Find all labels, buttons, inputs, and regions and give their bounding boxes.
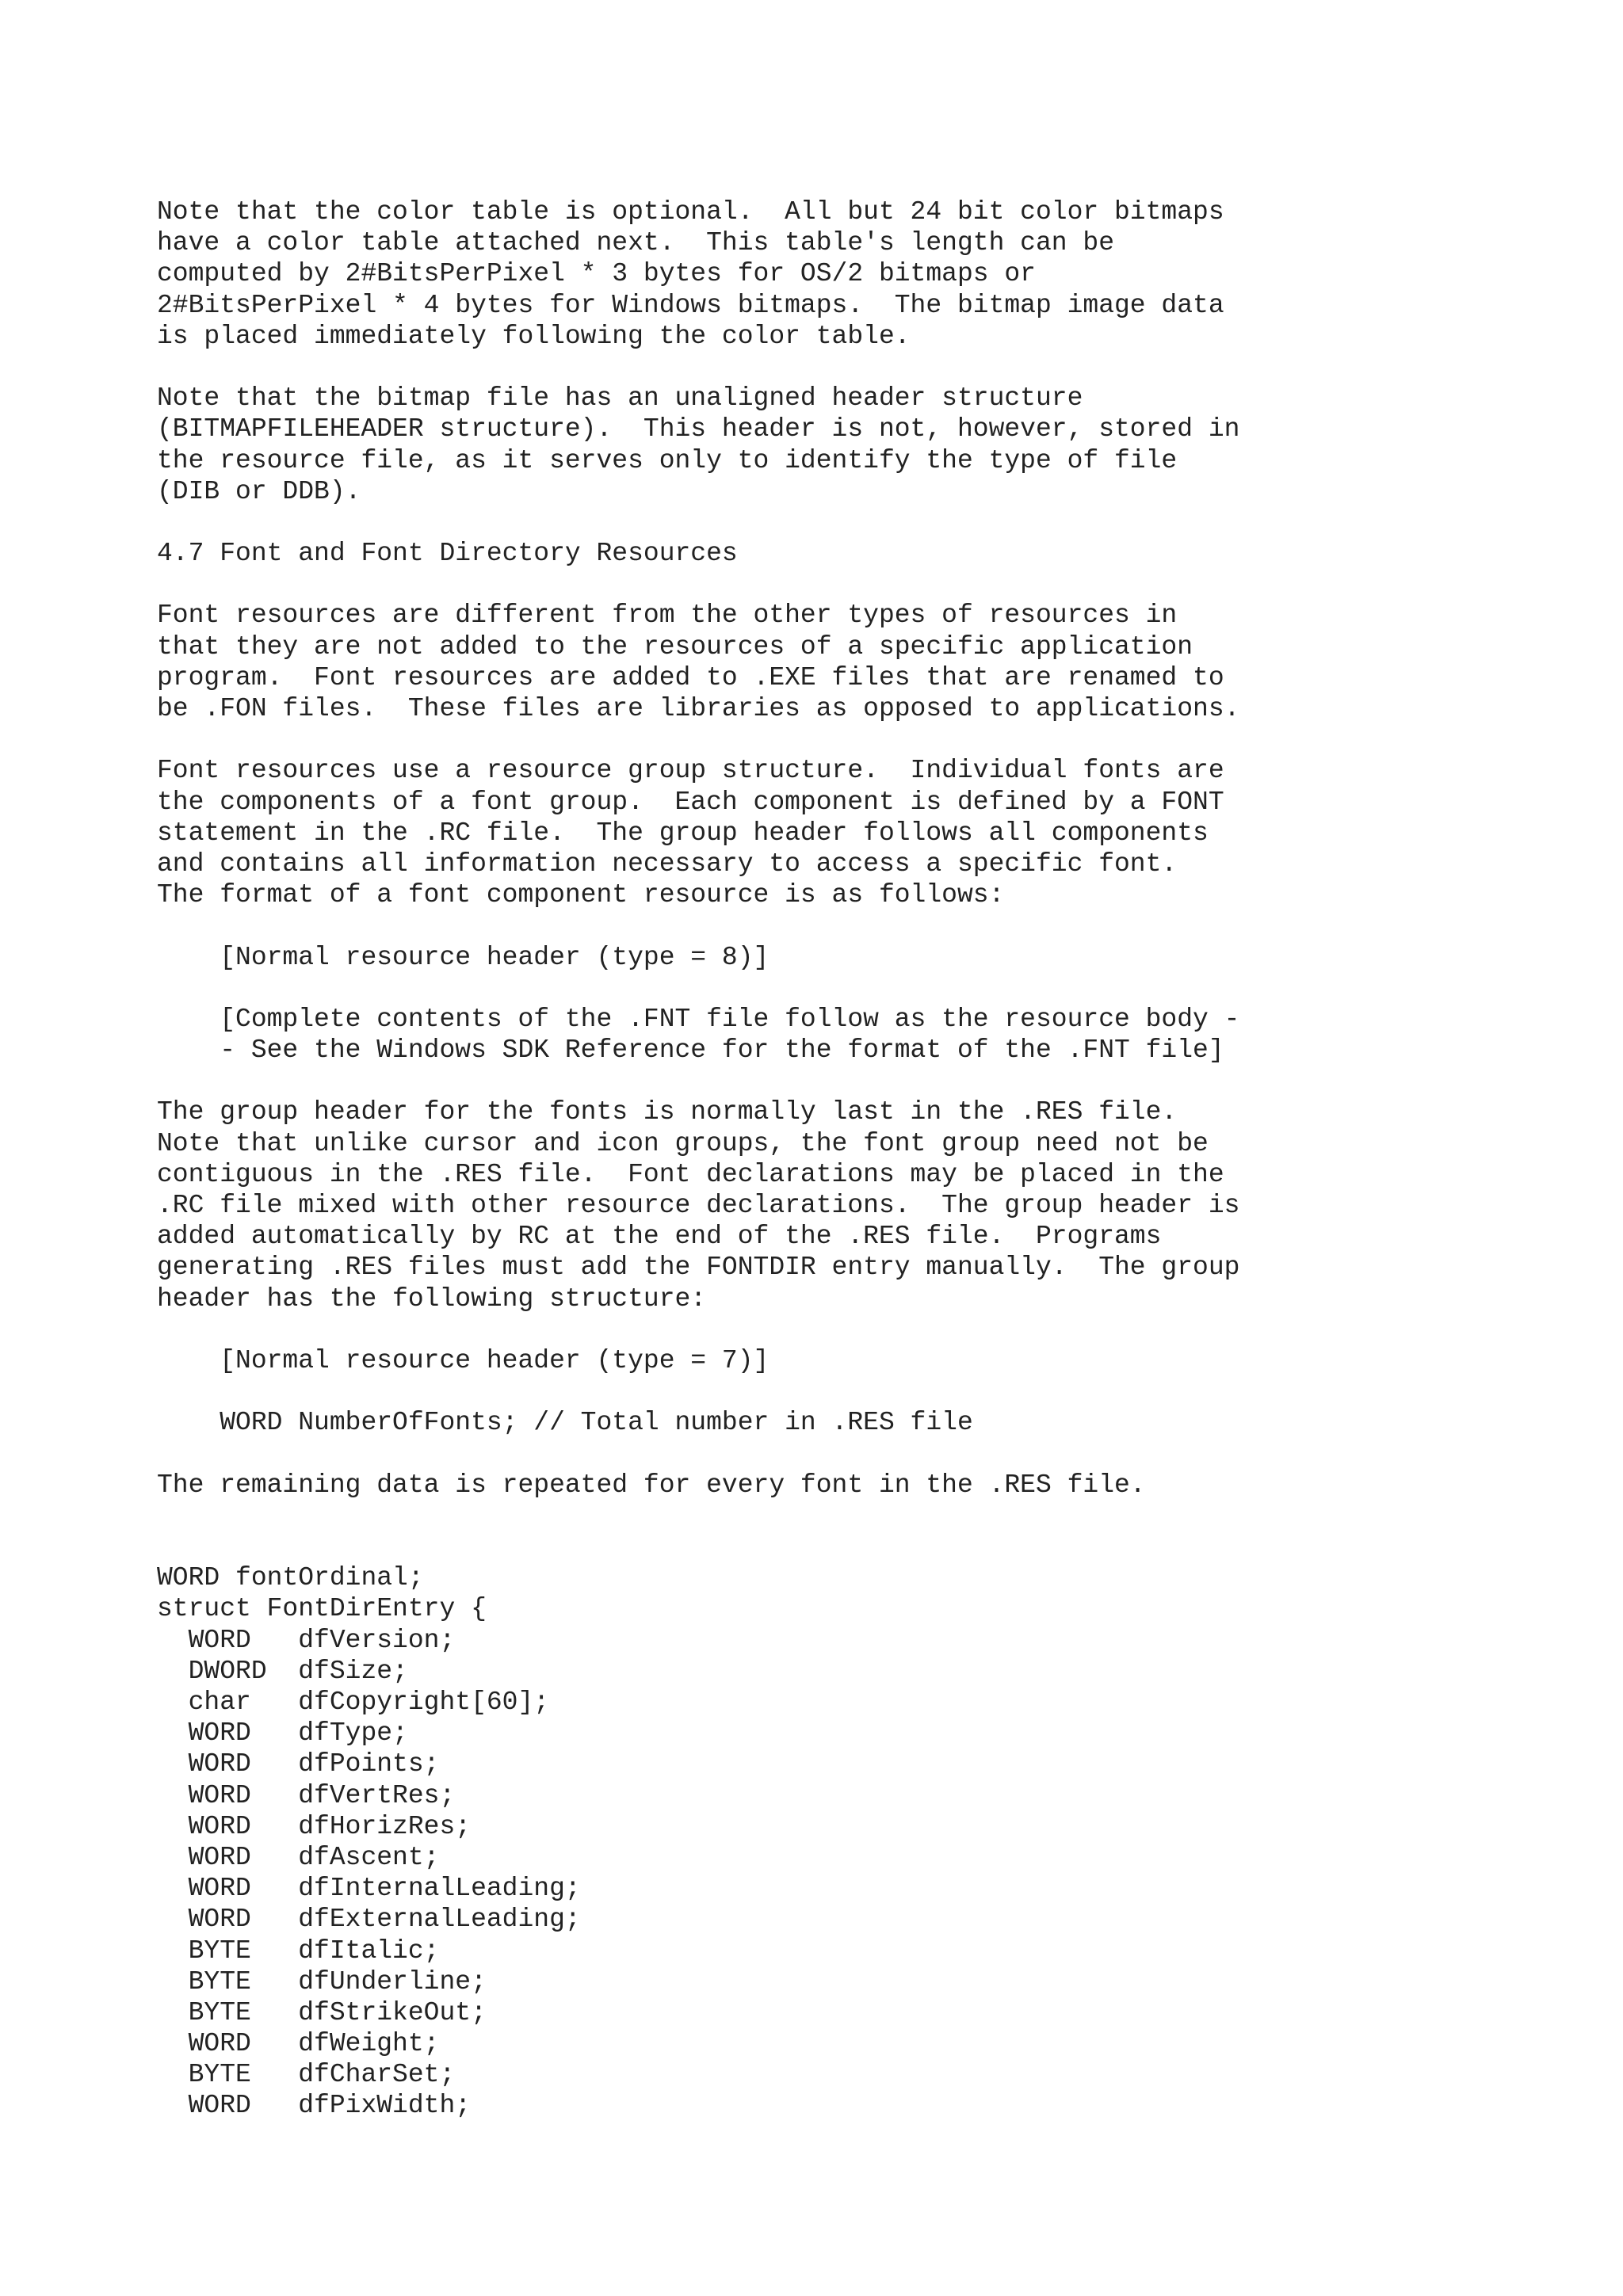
code-line: BYTE dfItalic; [157,1936,440,1966]
paragraph-group-structure [157,755,1583,910]
text-line: is placed immediately following the color table. [157,321,911,351]
text-line: contiguous in the .RES file. Font declarations may be placed in the [157,1159,1224,1189]
text-line: (BITMAPFILEHEADER structure). This header is not, however, stored in [157,414,1240,444]
text-line: The format of a font component resource is as follows: [157,880,1005,910]
spacer [157,1439,1583,1470]
code-line: char dfCopyright[60]; [157,1688,550,1718]
code-line: BYTE dfUnderline; [157,1966,487,1997]
code-line: BYTE dfCharSet; [157,2060,456,2090]
repeat-note: The remaining data is repeated for every font in the .RES file. [157,1470,1146,1500]
code-line: BYTE dfStrikeOut; [157,1997,487,2027]
spacer [157,507,1583,538]
code-line: WORD dfHorizRes; [157,1811,472,1841]
text-line: Note that the bitmap file has an unaligned header structure [157,383,1083,414]
document-page [157,196,1583,2122]
spacer [157,973,1583,1004]
spacer [157,910,1583,941]
text-line: and contains all information necessary to access a specific font. [157,849,1178,879]
code-line: WORD dfPoints; [157,1749,440,1779]
spacer [157,1501,1583,1562]
component-header-line: [Normal resource header (type = 8)] [157,942,769,972]
text-line: [Complete contents of the .FNT file follow as the resource body - [157,1004,1240,1034]
text-line: .RC file mixed with other resource declarations. The group header is [157,1191,1240,1220]
paragraph-bitmap-header [157,383,1583,507]
spacer [157,569,1583,600]
text-line: (DIB or DDB). [157,476,361,506]
text-line: that they are not added to the resources of a specific application [157,631,1193,662]
text-line: The group header for the fonts is normally last in the .RES file. [157,1097,1178,1127]
code-line: WORD dfVertRes; [157,1780,456,1810]
spacer [157,1066,1583,1097]
text-line: be .FON files. These files are libraries as opposed to applications. [157,694,1240,723]
code-line: struct FontDirEntry { [157,1594,487,1624]
text-line: 2#BitsPerPixel * 4 bytes for Windows bitmaps. The bitmap image data [157,290,1224,320]
text-line: the resource file, as it serves only to identify the type of file [157,445,1178,475]
text-line: computed by 2#BitsPerPixel * 3 bytes for OS/2 bitmaps or [157,259,1036,289]
text-line: added automatically by RC at the end of the .RES file. Programs [157,1222,1162,1252]
fontdir-count-line: WORD NumberOfFonts; // Total number in .RES file [157,1408,973,1438]
code-line: WORD dfPixWidth; [157,2091,472,2121]
text-line: statement in the .RC file. The group header follows all components [157,818,1209,848]
text-line: have a color table attached next. This table's length can be [157,228,1114,258]
text-line: - See the Windows SDK Reference for the format of the .FNT file] [157,1035,1224,1066]
text-line: Note that unlike cursor and icon groups, the font group need not be [157,1128,1209,1158]
code-block [157,1562,1583,2121]
spacer [157,724,1583,755]
section-heading: 4.7 Font and Font Directory Resources [157,539,738,569]
paragraph-color-table [157,196,1583,352]
paragraph-group-header [157,1097,1583,1314]
text-line: generating .RES files must add the FONTDIR entry manually. The group [157,1253,1240,1283]
fontdir-header-line: [Normal resource header (type = 7)] [157,1345,769,1375]
text-line: program. Font resources are added to .EXE files that are renamed to [157,662,1224,692]
component-body-block [157,1004,1583,1066]
text-line: Note that the color table is optional. All but 24 bit color bitmaps [157,197,1224,227]
paragraph-font-resources [157,600,1583,724]
code-line: WORD dfAscent; [157,1842,440,1872]
code-line: WORD dfWeight; [157,2029,440,2059]
code-line: WORD dfInternalLeading; [157,1874,581,1904]
code-line: WORD dfType; [157,1718,408,1749]
code-line: WORD fontOrdinal; [157,1563,424,1593]
code-line: WORD dfVersion; [157,1625,456,1655]
spacer [157,352,1583,383]
spacer [157,1376,1583,1407]
text-line: Font resources use a resource group structure. Individual fonts are [157,756,1224,786]
code-line: DWORD dfSize; [157,1656,408,1686]
text-line: the components of a font group. Each component is defined by a FONT [157,787,1224,817]
text-line: Font resources are different from the other types of resources in [157,601,1178,631]
code-line: WORD dfExternalLeading; [157,1905,581,1935]
text-line: header has the following structure: [157,1283,707,1314]
spacer [157,1314,1583,1345]
